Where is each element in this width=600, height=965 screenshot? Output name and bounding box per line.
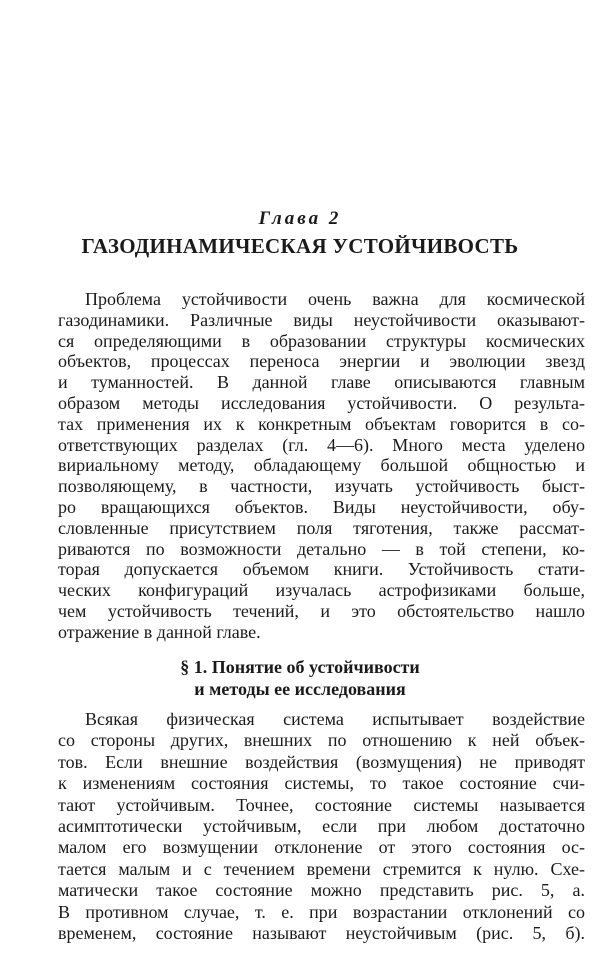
text-line: асимптотически устойчивым, если при любом достаточно — [58, 815, 585, 836]
text-line: отражение в данной главе. — [58, 621, 261, 642]
text-line: риваются по возможности детально — в той степени, ко- — [58, 538, 585, 559]
paragraph-intro — [58, 289, 585, 643]
chapter-title: ГАЗОДИНАМИЧЕСКАЯ УСТОЙЧИВОСТЬ — [81, 234, 519, 258]
text-line: словленные присутствием поля тяготения, также рассмат- — [58, 517, 585, 538]
text-line: вириальному методу, обладающему большой общностью и — [58, 455, 585, 476]
text-line: к изменениям состояния системы, то такое состояние счи- — [58, 773, 585, 794]
text-line: ся определяющими в образовании структуры космических — [58, 330, 585, 351]
section-heading — [0, 656, 600, 700]
text-line: позволяющему, в частности, изучать устойчивость быст- — [58, 476, 585, 497]
text-line: ческих конфигураций изучалась астрофизиками больше, — [58, 580, 585, 601]
text-line: тах применения их к конкретным объектам говорится в со- — [58, 413, 585, 434]
text-line: Проблема устойчивости очень важна для космической — [85, 289, 585, 309]
text-line: матически такое состояние можно представить рис. 5, а. — [58, 880, 585, 901]
text-line: временем, состояние называют неустойчивым (рис. 5, б). — [58, 922, 585, 943]
chapter-label: Глава 2 — [258, 208, 342, 229]
text-line: В противном случае, т. е. при возрастании отклонений со — [58, 901, 585, 922]
text-line: газодинамики. Различные виды неустойчивости оказывают- — [58, 309, 585, 330]
text-line: ро вращающихся объектов. Виды неустойчивости, обу- — [58, 496, 585, 517]
text-line: торая допускается объемом книги. Устойчивость стати- — [58, 559, 585, 580]
text-line: ответствующих разделах (гл. 4—6). Много места уделено — [58, 434, 585, 455]
text-line: объектов, процессах переноса энергии и эволюции звезд — [58, 351, 585, 372]
text-line: малом его возмущении отклонение от этого состояния ос- — [58, 837, 585, 858]
text-line: тов. Если внешние воздействия (возмущения) не приводят — [58, 751, 585, 772]
text-line: образом методы исследования устойчивости. О результа- — [58, 392, 585, 413]
text-line: тают устойчивым. Точнее, состояние системы называется — [58, 794, 585, 815]
section-heading-line: и методы ее исследования — [194, 679, 406, 699]
text-line: и туманностей. В данной главе описываются главным — [58, 372, 585, 393]
text-line: Всякая физическая система испытывает воздействие — [85, 709, 585, 729]
text-line: со стороны других, внешних по отношению к ней объек- — [58, 730, 585, 751]
text-line: чем устойчивость течений, и это обстоятельство нашло — [58, 600, 585, 621]
section-heading-line: § 1. Понятие об устойчивости — [180, 657, 420, 677]
text-line: тается малым и с течением времени стремится к нулю. Схе- — [58, 858, 585, 879]
paragraph-body — [58, 709, 585, 944]
